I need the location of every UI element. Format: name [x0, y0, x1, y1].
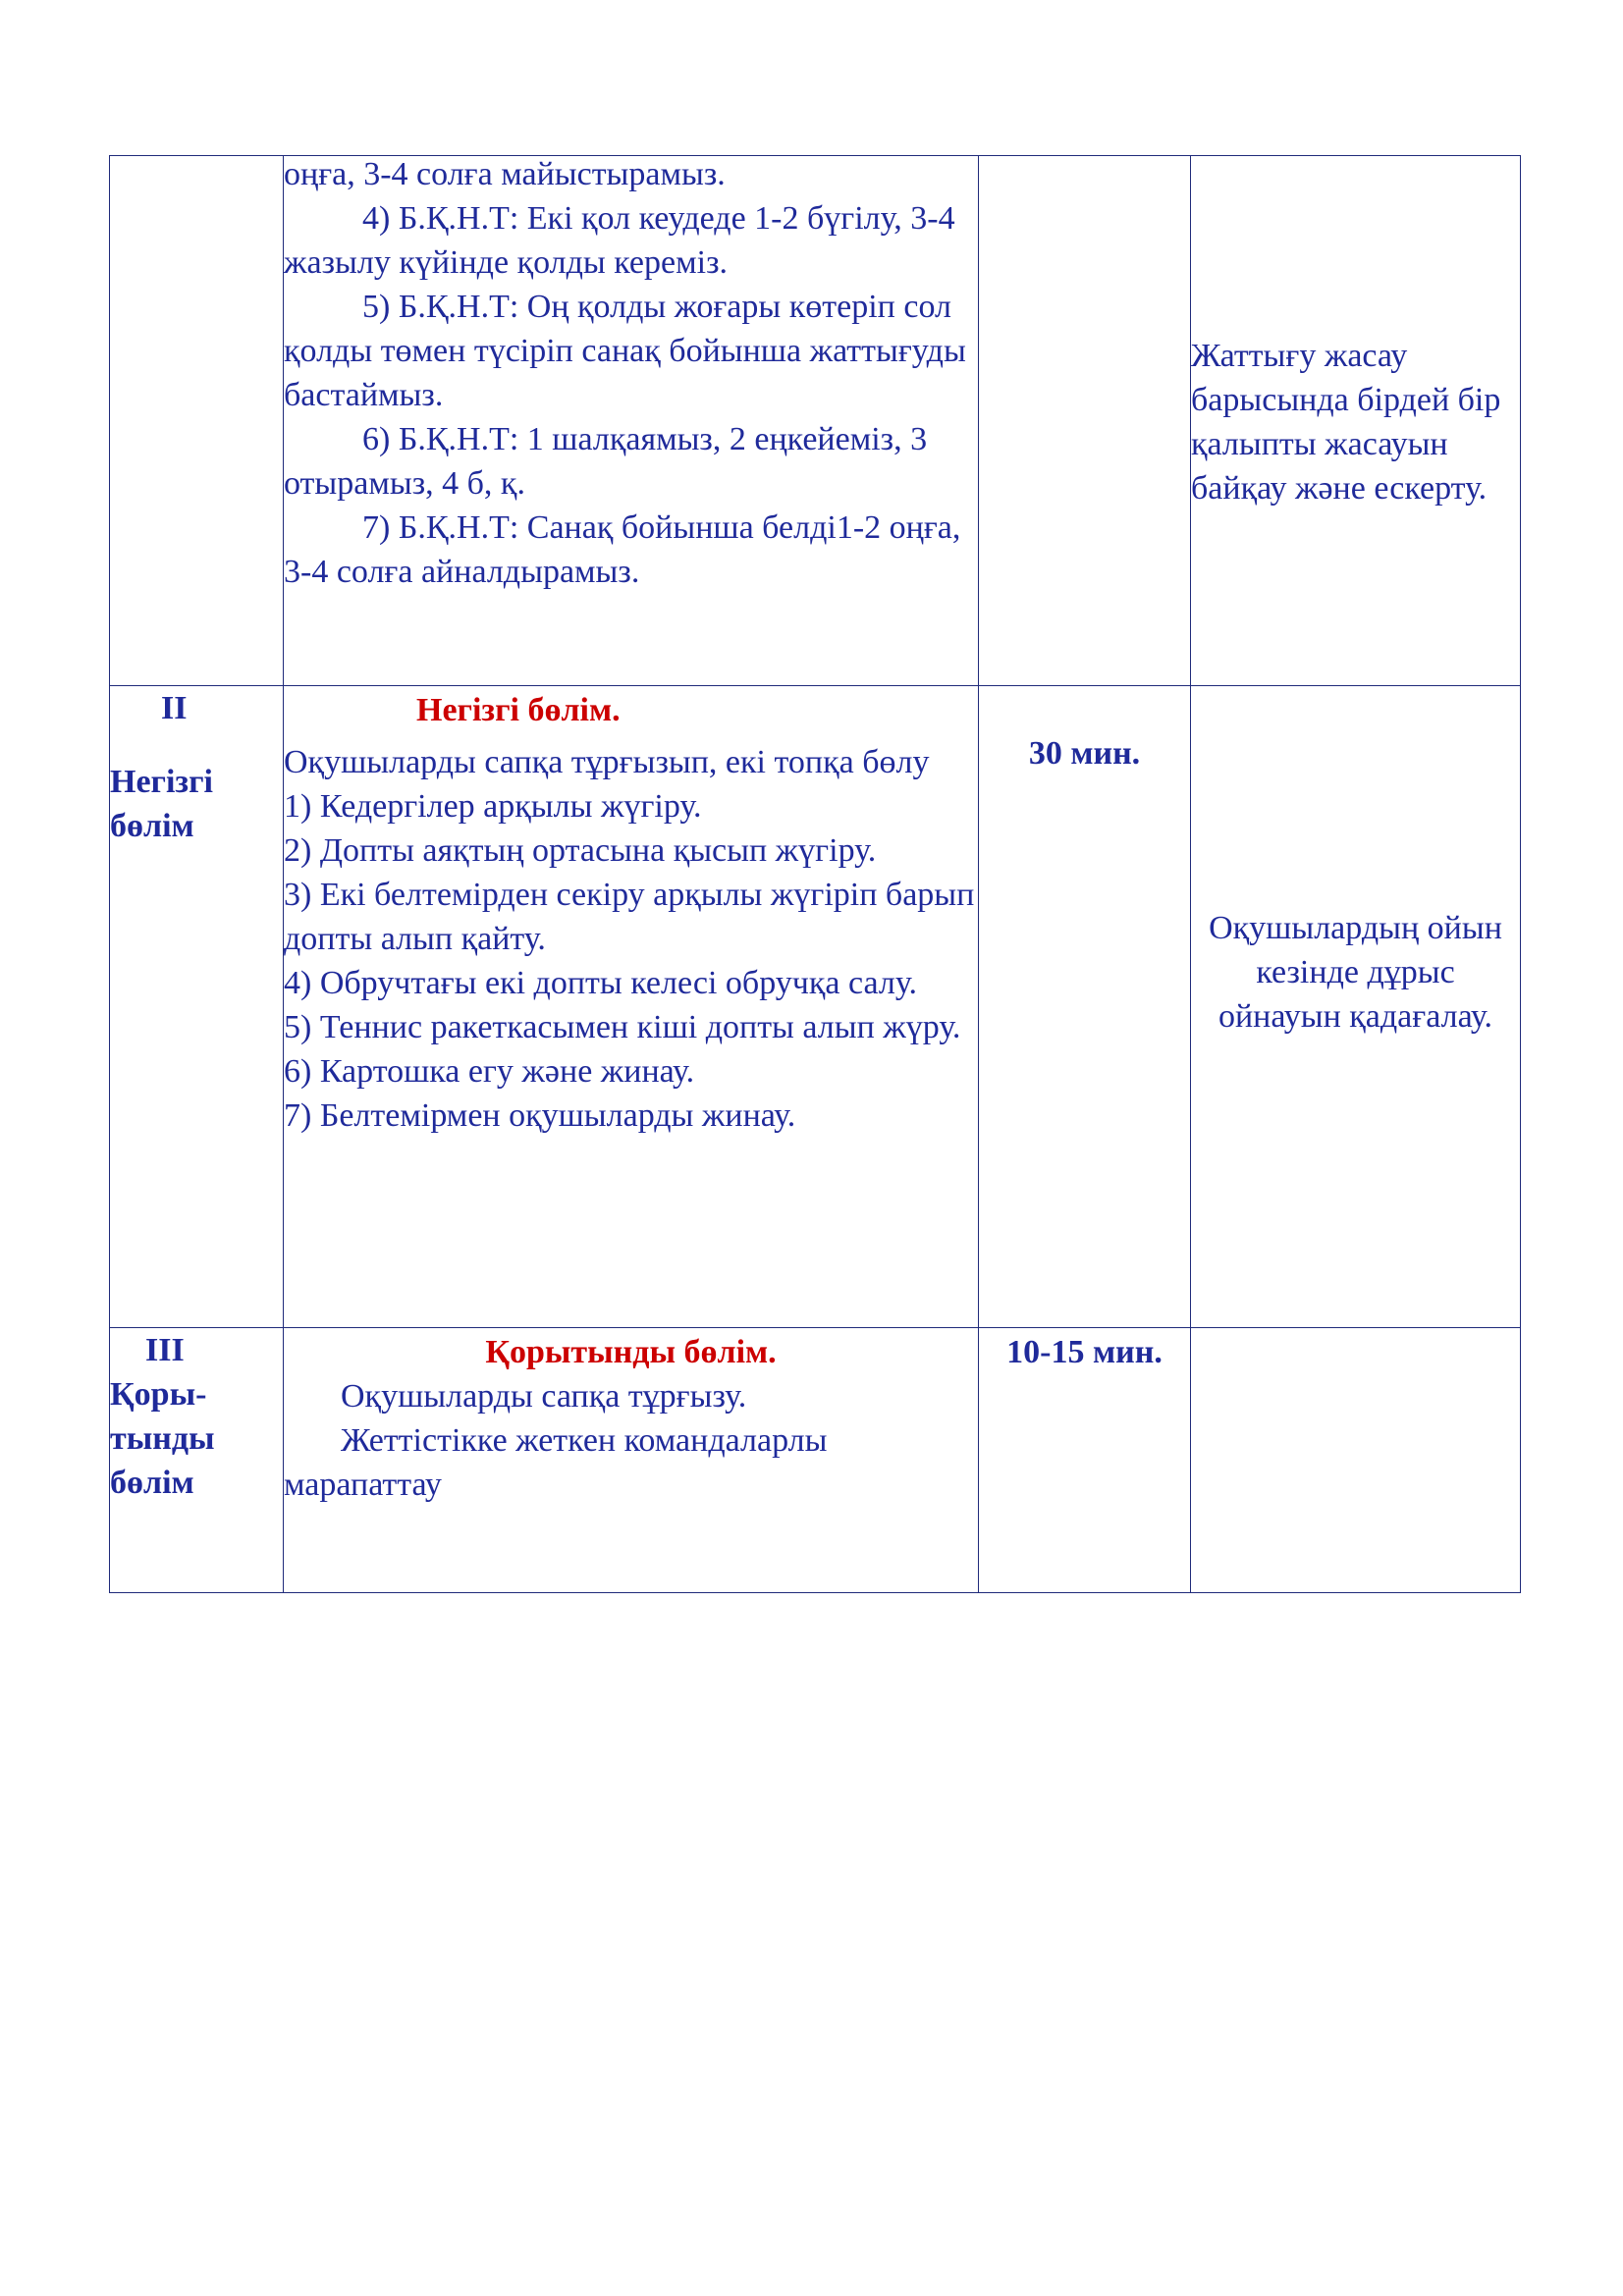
list-item: 5) Теннис ракеткасымен кіші допты алып жүру.	[284, 1009, 961, 1045]
content-cell	[284, 686, 979, 1328]
table-row	[110, 156, 1521, 686]
section-number: II	[161, 690, 188, 726]
section-cell	[110, 156, 284, 686]
list-item: 2) Допты аяқтың ортасына қысып жүгіру.	[284, 832, 877, 869]
exercise-line: 6) Б.Қ.Н.Т: 1 шалқаямыз, 2 еңкейеміз, 3 отырамыз, 4 б, қ.	[284, 421, 928, 502]
table-row	[110, 1328, 1521, 1593]
section-heading: Негізгі бөлім.	[416, 692, 621, 728]
list-item: 6) Картошка егу және жинау.	[284, 1053, 695, 1090]
intro-line: Оқушыларды сапқа тұрғызып, екі топқа бөлу	[284, 744, 930, 780]
lesson-plan-table	[109, 155, 1521, 1593]
section-cell	[110, 1328, 284, 1593]
time-value: 10-15 мин.	[1006, 1334, 1163, 1370]
note-cell	[1191, 1328, 1521, 1593]
section-number: III	[145, 1332, 185, 1368]
time-value: 30 мин.	[1028, 735, 1141, 772]
list-item: 3) Екі белтемірден секіру арқылы жүгіріп барып допты алып қайту.	[284, 877, 975, 957]
section-name: Қоры-тынды бөлім	[110, 1376, 215, 1501]
content-line: Жеттістікке жеткен командаларлы марапаттау	[284, 1422, 828, 1503]
exercise-line: оңға, 3-4 солға майыстырамыз.	[284, 156, 726, 192]
exercise-line: 5) Б.Қ.Н.Т: Оң қолды жоғары көтеріп сол қолды төмен түсіріп санақ бойынша жаттығуды бастаймыз.	[284, 289, 966, 413]
note-cell	[1191, 156, 1521, 686]
section-name: Негізгі бөлім	[110, 764, 213, 844]
list-item: 1) Кедергілер арқылы жүгіру.	[284, 788, 702, 825]
content-cell	[284, 156, 979, 686]
section-heading: Қорытынды бөлім.	[485, 1334, 777, 1370]
list-item: 4) Обручтағы екі допты келесі обручқа салу.	[284, 965, 917, 1001]
section-cell	[110, 686, 284, 1328]
time-cell	[979, 156, 1191, 686]
table-row	[110, 686, 1521, 1328]
content-line: Оқушыларды сапқа тұрғызу.	[341, 1378, 747, 1415]
list-item: 7) Белтемірмен оқушыларды жинау.	[284, 1097, 796, 1134]
exercise-line: 7) Б.Қ.Н.Т: Санақ бойынша белді1-2 оңға, 3-4 солға айналдырамыз.	[284, 509, 961, 590]
note-cell	[1191, 686, 1521, 1328]
content-cell	[284, 1328, 979, 1593]
exercise-line: 4) Б.Қ.Н.Т: Екі қол кеудеде 1-2 бүгілу, 3-4 жазылу күйінде қолды кереміз.	[284, 200, 955, 281]
teacher-note: Жаттығу жасау барысында бірдей бір қалыпты жасауын байқау және ескерту.	[1191, 338, 1501, 507]
time-cell	[979, 686, 1191, 1328]
teacher-note: Оқушылардың ойын кезінде дұрыс ойнауын қадағалау.	[1209, 910, 1502, 1035]
time-cell	[979, 1328, 1191, 1593]
